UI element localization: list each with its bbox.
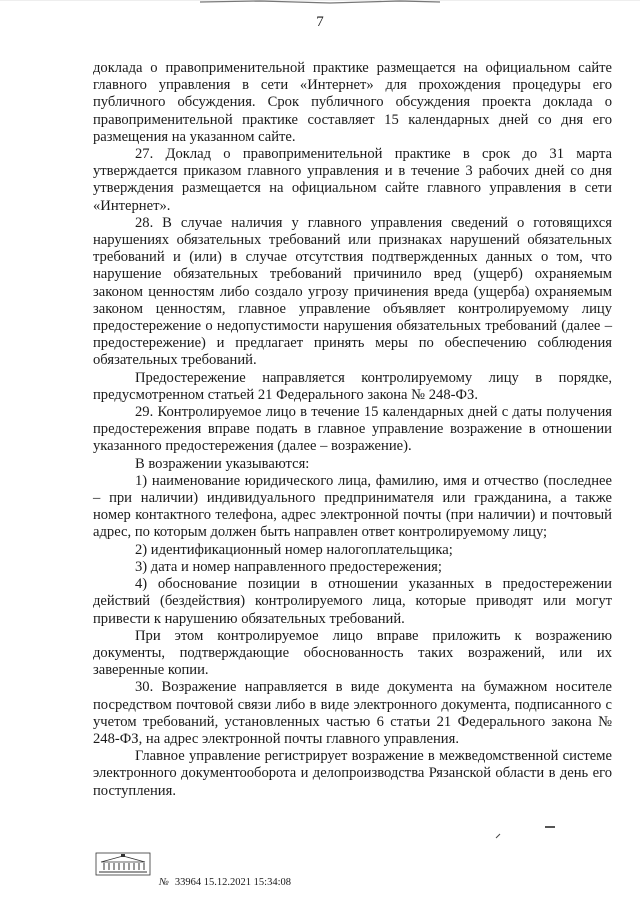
pen-dash-mark xyxy=(545,826,555,828)
paragraph: Предостережение направляется контролируемому лицу в порядке, предусмотренном статьей 21 Федерального закона № 248-ФЗ. xyxy=(93,369,612,403)
registration-text: 33964 15.12.2021 15:34:08 xyxy=(174,877,291,888)
registration-stamp xyxy=(159,877,291,888)
building-stamp-icon xyxy=(95,852,151,876)
paragraph: 28. В случае наличия у главного управления сведений о готовящихся нарушениях обязательных требований или признаках нарушений обязательных требований и (или) в случае отсутствия подтвержденных данных о том, что нарушение обязательных требований причинило вред (ущерб) охраняемым законом ценностям либо создало угрозу причинения вреда (ущерба) охраняемым законом ценностям, главное управление объявляет контролируемому лицу предостережение о недопустимости нарушения обязательных требований (далее – предостережение) и предлагает принять меры по обеспечению соблюдения обязательных требований. xyxy=(93,214,612,369)
paragraph: 2) идентификационный номер налогоплательщика; xyxy=(135,541,453,558)
document-body xyxy=(93,60,612,800)
paragraph: 29. Контролируемое лицо в течение 15 календарных дней с даты получения предостережения вправе подать в главное управление возражение в отношении указанного предостережения (далее – возражение). xyxy=(93,404,612,455)
paragraph: При этом контролируемое лицо вправе приложить к возражению документы, подтверждающие обоснованность таких возражений, или их заверенные копии. xyxy=(93,627,612,679)
paragraph: 1) наименование юридического лица, фамилию, имя и отчество (последнее – при наличии) индивидуального предпринимателя или гражданина, а также номер контактного телефона, адрес электронной почты (при наличии) и почтовый адрес, по которым должен быть направлен ответ контролируемому лицу; xyxy=(93,472,612,541)
paragraph: 3) дата и номер направленного предостережения; xyxy=(135,558,442,575)
paragraph: Главное управление регистрирует возражение в межведомственной системе электронного документооборота и делопроизводства Рязанской области в день его поступления. xyxy=(93,748,612,799)
pen-mark-icon xyxy=(495,833,501,839)
page-number: 7 xyxy=(316,14,324,30)
paragraph: 4) обоснование позиции в отношении указанных в предостережении действий (бездействия) контролируемого лица, которые приводят или могут привести к нарушению обязательных требований. xyxy=(93,576,612,627)
paragraph: 30. Возражение направляется в виде документа на бумажном носителе посредством почтовой связи либо в виде электронного документа, подписанного с учетом требований, установленных частью 6 статьи 21 Федерального закона № 248-ФЗ, на адрес электронной почты главного управления. xyxy=(93,679,612,747)
scan-edge-artifact xyxy=(0,0,640,10)
paragraph: 27. Доклад о правоприменительной практике в срок до 31 марта утверждается приказом главного управления и в течение 3 рабочих дней со дня утверждения размещается на официальном сайте главного управления в сети «Интернет». xyxy=(93,146,612,214)
number-sign: № xyxy=(159,877,169,888)
paragraph: В возражении указываются: xyxy=(135,455,310,472)
paragraph: доклада о правоприменительной практике размещается на официальном сайте главного управления в сети «Интернет» для прохождения процедуры его публичного обсуждения. Срок публичного обсуждения проекта доклада о правоприменительной практике составляет 15 календарных дней со дня его размещения на указанном сайте. xyxy=(93,60,612,145)
